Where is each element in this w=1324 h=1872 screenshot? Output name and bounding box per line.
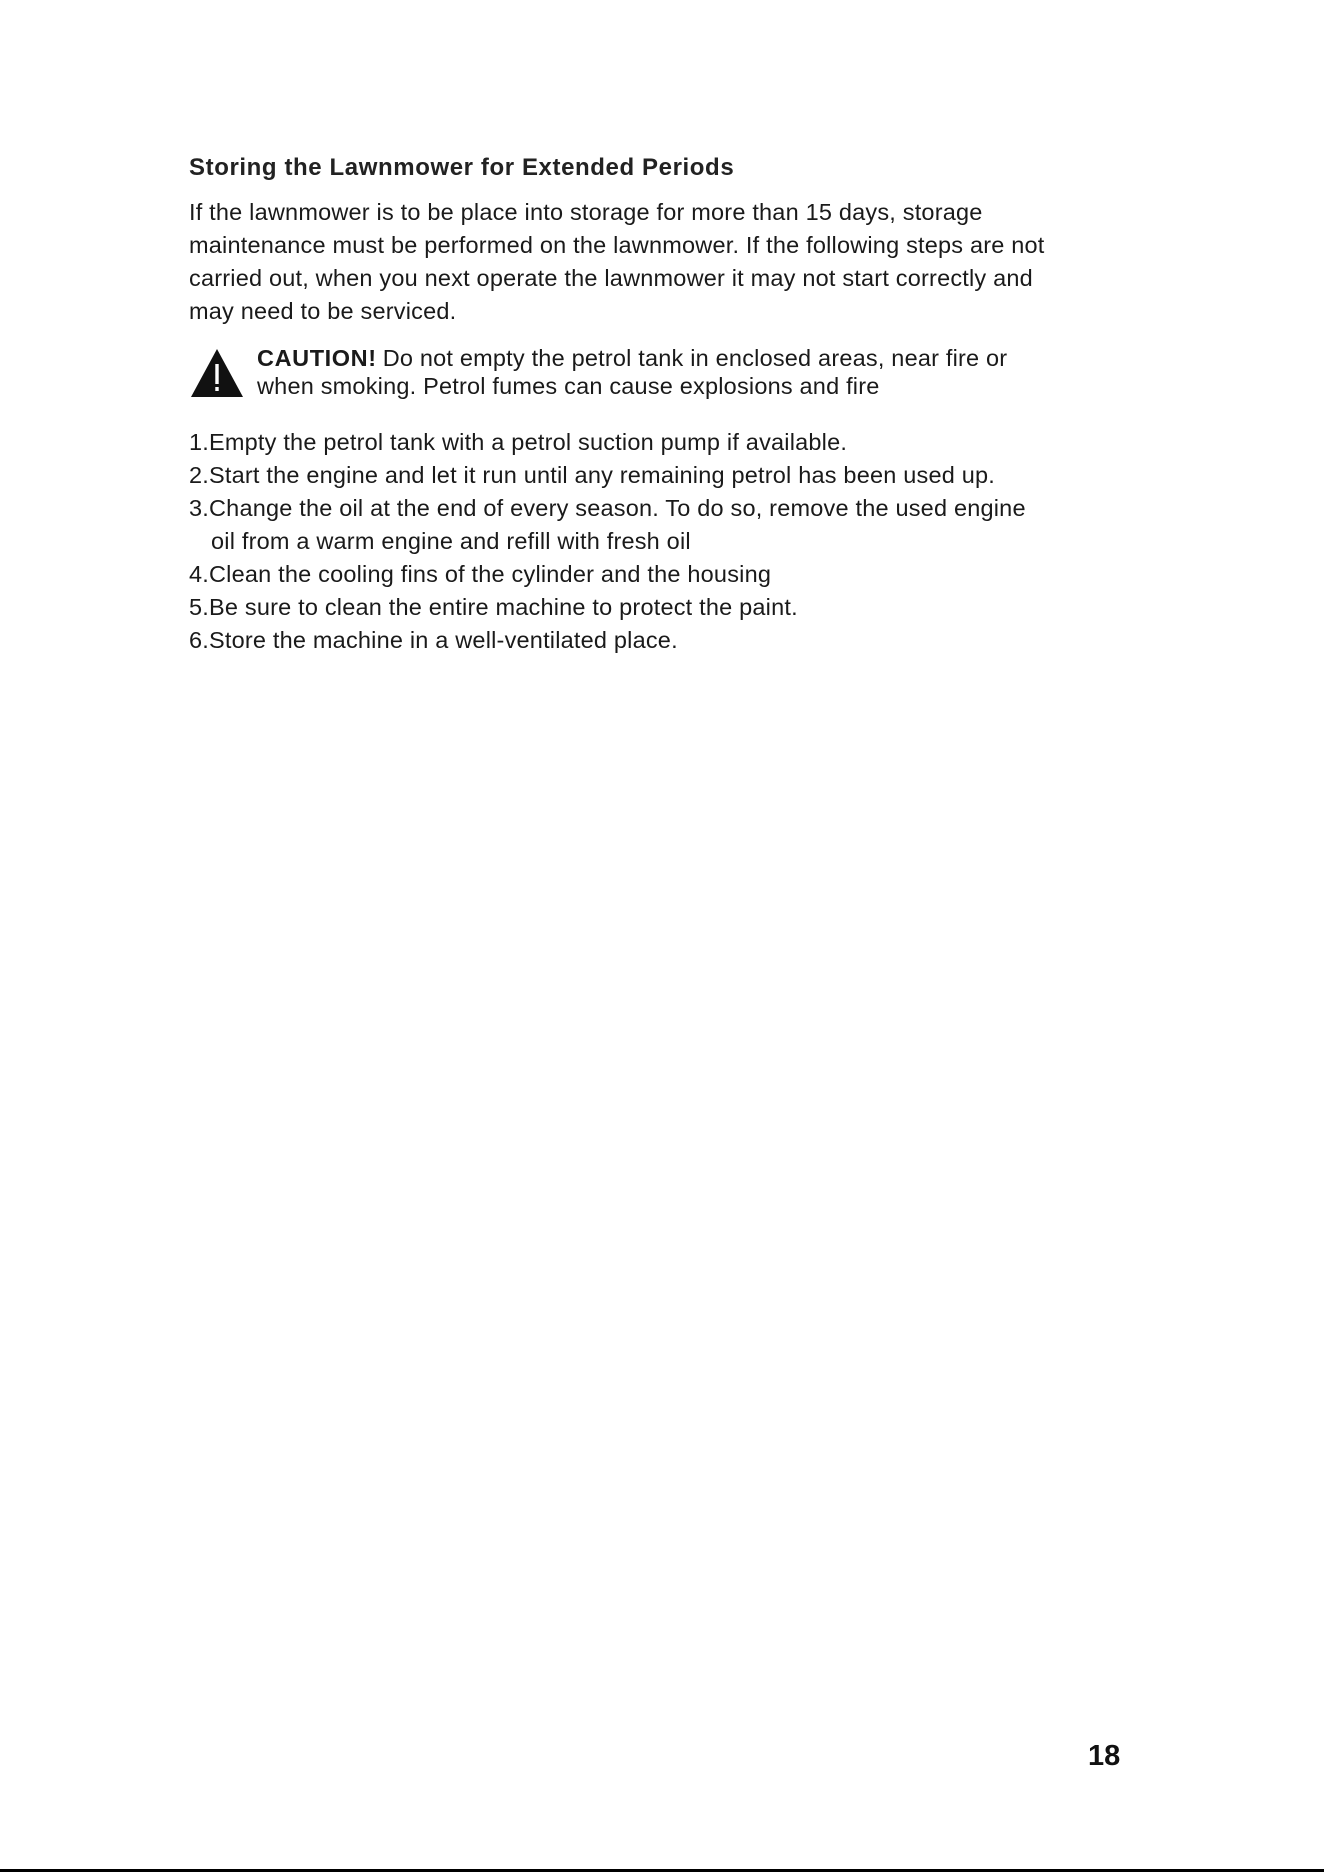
section-title: Storing the Lawnmower for Extended Periods [189, 154, 735, 181]
intro-paragraph [189, 196, 1149, 328]
intro-line: If the lawnmower is to be place into storage for more than 15 days, storage [189, 199, 983, 225]
step-item: 4.Clean the cooling fins of the cylinder and the housing [189, 561, 772, 587]
caution-text [257, 344, 1007, 400]
warning-triangle-icon [189, 347, 245, 399]
intro-line: may need to be serviced. [189, 298, 457, 324]
caution-notice [189, 344, 1149, 406]
step-item: 1.Empty the petrol tank with a petrol suction pump if available. [189, 429, 848, 455]
intro-line: maintenance must be performed on the lawnmower. If the following steps are not [189, 232, 1045, 258]
caution-label: CAUTION! [257, 345, 377, 371]
step-item: 5.Be sure to clean the entire machine to protect the paint. [189, 594, 798, 620]
step-item-continuation: oil from a warm engine and refill with fresh oil [211, 528, 691, 554]
caution-line-1-text: Do not empty the petrol tank in enclosed areas, near fire or [382, 345, 1008, 371]
step-item: 2.Start the engine and let it run until any remaining petrol has been used up. [189, 462, 995, 488]
caution-line-2: when smoking. Petrol fumes can cause explosions and fire [257, 373, 880, 399]
step-item: 3.Change the oil at the end of every season. To do so, remove the used engine [189, 495, 1026, 521]
intro-line: carried out, when you next operate the lawnmower it may not start correctly and [189, 265, 1033, 291]
step-item: 6.Store the machine in a well-ventilated place. [189, 627, 678, 653]
storage-steps-list [189, 426, 1149, 657]
caution-line-1 [257, 344, 1007, 372]
page-number: 18 [1088, 1740, 1121, 1772]
